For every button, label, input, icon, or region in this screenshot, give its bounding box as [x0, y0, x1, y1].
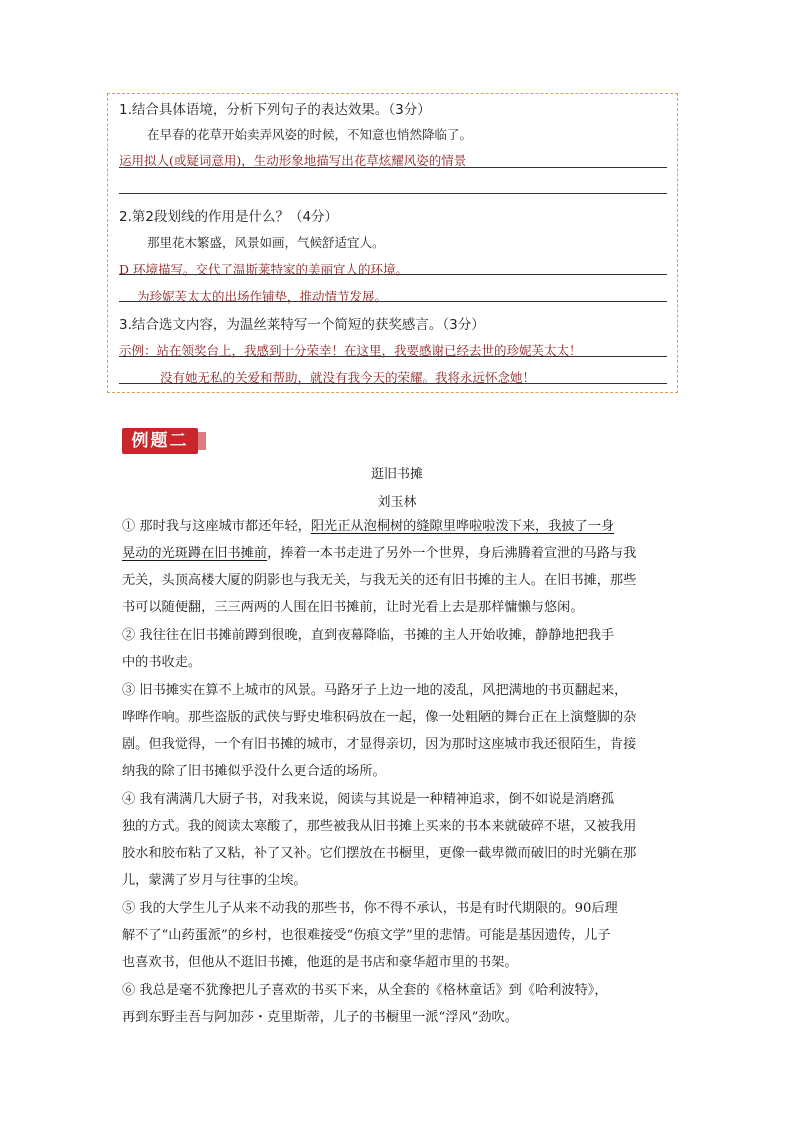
paragraph-6 [122, 977, 682, 1031]
paragraph-line: 儿，蒙满了岁月与往事的尘埃。 [122, 873, 307, 888]
paragraph-line: 也喜欢书，但他从不逛旧书摊，他逛的是书店和豪华超市里的书架。 [122, 955, 518, 970]
paragraph-4 [122, 786, 682, 894]
question-2-answer-2: 为珍妮芙太太的出场作铺垫，推动情节发展。 [137, 289, 388, 304]
paragraph-line: 哗哗作响。那些盗版的武侠与野史堆积码放在一起，像一处粗陋的舞台正在上演蹩脚的杂 [122, 710, 637, 725]
question-3-answer-1: 示例：站在领奖台上，我感到十分荣幸！在这里，我要感谢已经去世的珍妮芙太太！ [119, 343, 582, 358]
paragraph-line: ③ 旧书摊实在算不上城市的风景。马路牙子上边一地的凌乱，风把满地的书页翻起来， [122, 683, 628, 698]
paragraph-line: ② 我往往在旧书摊前蹲到很晚，直到夜幕降临，书摊的主人开始收摊，静静地把我手 [122, 628, 615, 643]
answer-line [119, 356, 667, 357]
question-3-prompt: 3.结合选文内容，为温丝莱特写一个简短的获奖感言。（3分） [119, 317, 485, 333]
underlined-sentence: 阳光正从泡桐树的缝隙里哗啦啦泼下来，我披了一身 [310, 519, 615, 534]
paragraph-text: ，捧着一本书走进了另外一个世界，身后沸腾着宣泄的马路与我 [267, 546, 637, 561]
answer-line [119, 167, 667, 168]
paragraph-5 [122, 895, 682, 976]
question-2-answer-1: D 环境描写。交代了温斯莱特家的美丽宜人的环境。 [119, 262, 408, 277]
underlined-sentence: 晃动的光斑蹲在旧书摊前 [122, 546, 268, 561]
example-badge: 例题二 [122, 428, 198, 454]
answer-line [119, 383, 667, 384]
question-1-quote: 在早春的花草开始卖弄风姿的时候，不知意也悄然降临了。 [147, 127, 473, 142]
paragraph-line: 解不了“山药蛋派”的乡村，也很难接受“伤痕文学”里的悲情。可能是基因遗传，儿子 [122, 928, 611, 943]
paragraph-line: ⑤ 我的大学生儿子从来不动我的那些书，你不得不承认，书是有时代期限的。90后理 [122, 901, 618, 916]
paragraph-line: 书可以随便翻，三三两两的人围在旧书摊前，让时光看上去是那样慵懒与悠闲。 [122, 600, 584, 615]
paragraph-2 [122, 622, 682, 676]
answer-line [119, 193, 667, 194]
paragraph-line: 纳我的除了旧书摊似乎没什么更合适的场所。 [122, 764, 386, 779]
paragraph-line: 再到东野圭吾与阿加莎・克里斯蒂，儿子的书橱里一派“浮风”劲吹。 [122, 1010, 518, 1025]
paragraph-line: ⑥ 我总是毫不犹豫把儿子喜欢的书买下来，从全套的《格林童话》到《哈利波特》， [122, 983, 608, 998]
paragraph-line: 无关，头顶高楼大厦的阴影也与我无关，与我无关的还有旧书摊的主人。在旧书摊，那些 [122, 573, 637, 588]
answer-line [119, 301, 667, 302]
answer-line [119, 274, 667, 275]
paragraph-line: 剧。但我觉得，一个有旧书摊的城市，才显得亲切，因为那时这座城市我还很陌生，肯接 [122, 737, 637, 752]
paragraph-line: 中的书收走。 [122, 655, 202, 670]
passage-title: 逛旧书摊 [370, 467, 423, 482]
question-1-answer: 运用拟人(或疑词意用)，生动形象地描写出花草炫耀风姿的情景 [119, 153, 467, 168]
paragraph-3 [122, 677, 682, 785]
question-2-prompt: 2.第2段划线的作用是什么？（4分） [119, 209, 339, 225]
paragraph-line: 独的方式。我的阅读太寒酸了，那些被我从旧书摊上买来的书本来就破碎不堪，又被我用 [122, 819, 637, 834]
question-2-quote: 那里花木繁盛，风景如画，气候舒适宜人。 [147, 235, 385, 250]
paragraph-line: ④ 我有满满几大厨子书，对我来说，阅读与其说是一种精神追求，倒不如说是消磨孤 [122, 792, 615, 807]
paragraph-1 [122, 513, 682, 621]
paragraph-line: 胶水和胶布粘了又粘，补了又补。它们摆放在书橱里，更像一截卑微而破旧的时光躺在那 [122, 846, 637, 861]
question-3-answer-2: 没有她无私的关爱和帮助，就没有我今天的荣耀。我将永远怀念她！ [160, 370, 536, 385]
paragraph-text: ① 那时我与这座城市都还年轻， [122, 519, 311, 534]
passage-author: 刘玉林 [377, 495, 417, 510]
question-1-prompt: 1.结合具体语境，分析下列句子的表达效果。（3分） [119, 102, 431, 118]
